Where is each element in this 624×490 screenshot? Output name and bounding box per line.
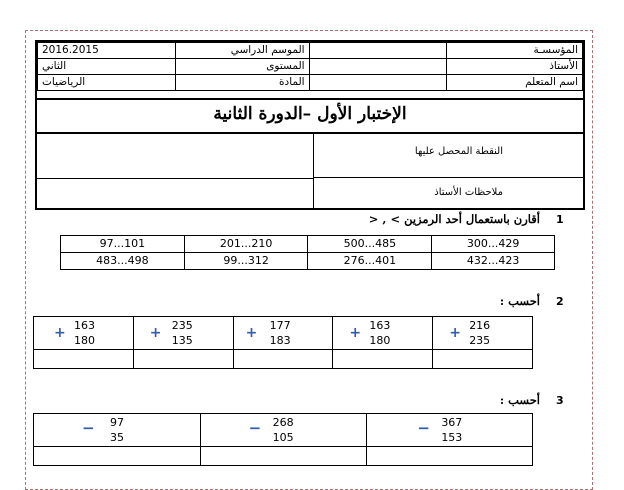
addition-cell <box>333 317 433 350</box>
notes-box[interactable] <box>37 179 314 208</box>
addition-cell <box>34 317 134 350</box>
subtraction-cell <box>367 414 533 447</box>
addition-cell <box>233 317 333 350</box>
school-year-label: الموسم الدراسي <box>175 43 309 59</box>
teacher-label: الأستاذ <box>447 59 583 75</box>
addition-cell <box>433 317 533 350</box>
operand: 135 <box>171 334 193 347</box>
answer-cell[interactable] <box>433 350 533 369</box>
answer-cell[interactable] <box>367 447 533 466</box>
minus-icon: − <box>417 419 430 437</box>
comparison-cell[interactable]: 276...401 <box>308 253 432 270</box>
subject-label: المادة <box>175 75 309 91</box>
answer-cell[interactable] <box>133 350 233 369</box>
table-row <box>34 317 533 350</box>
operand: 163 <box>74 319 95 332</box>
exercise1-title: أقارن باستعمال أحد الرمزين > , < <box>368 212 540 226</box>
exam-header <box>35 40 585 210</box>
level-label: المستوى <box>175 59 309 75</box>
comparison-table <box>60 235 555 270</box>
subtraction-table <box>33 413 533 466</box>
school-year-value: 2016.2015 <box>38 43 176 59</box>
grade-box[interactable] <box>37 132 314 179</box>
subtraction-cell <box>200 414 367 447</box>
operand: 35 <box>110 431 124 444</box>
addition-cell <box>133 317 233 350</box>
plus-icon: + <box>54 325 66 341</box>
table-row <box>34 414 533 447</box>
info-table <box>37 42 583 91</box>
notes-label: ملاحظات الأستاذ <box>434 187 503 198</box>
subject-value: الرياضيات <box>38 75 176 91</box>
table-row <box>61 253 555 270</box>
institution-label: المؤسسـة <box>447 43 583 59</box>
comparison-cell[interactable]: 500...485 <box>308 236 432 253</box>
exercise2-title: أحسب : <box>499 294 540 308</box>
plus-icon: + <box>349 325 362 341</box>
exam-title: الإختبار الأول –الدورة الثانية <box>37 98 583 134</box>
operand: 180 <box>369 334 391 347</box>
table-row <box>61 236 555 253</box>
info-row <box>38 75 583 91</box>
student-name-label: اسم المتعلم <box>447 75 583 91</box>
minus-icon: − <box>82 419 95 437</box>
info-row <box>38 43 583 59</box>
exercise3-title: أحسب : <box>499 393 540 407</box>
addition-table <box>33 316 533 369</box>
comparison-cell[interactable]: 201...210 <box>184 236 308 253</box>
operand: 183 <box>269 334 291 347</box>
exercise2-number: 2 <box>556 295 564 308</box>
plus-icon: + <box>245 325 258 341</box>
answer-cell[interactable] <box>34 447 201 466</box>
operand: 153 <box>441 431 463 444</box>
info-row <box>38 59 583 75</box>
plus-icon: + <box>149 325 162 341</box>
operand: 268 <box>272 416 294 429</box>
comparison-cell[interactable]: 300...429 <box>432 236 555 253</box>
teacher-value[interactable] <box>309 59 447 75</box>
grade-label: النقطة المحصل عليها <box>313 132 583 178</box>
operand: 235 <box>469 334 491 347</box>
comparison-cell[interactable]: 483...498 <box>61 253 185 270</box>
exercise1-number: 1 <box>556 213 564 226</box>
student-name-value[interactable] <box>309 75 447 91</box>
operand: 235 <box>171 319 193 332</box>
institution-value[interactable] <box>309 43 447 59</box>
level-value: الثاني <box>38 59 176 75</box>
operand: 367 <box>441 416 463 429</box>
operand: 105 <box>272 431 294 444</box>
comparison-cell[interactable]: 97...101 <box>61 236 185 253</box>
subtraction-cell <box>34 414 201 447</box>
operand: 177 <box>269 319 291 332</box>
answer-cell[interactable] <box>233 350 333 369</box>
operand: 180 <box>74 334 95 347</box>
answer-row <box>34 350 533 369</box>
answer-cell[interactable] <box>34 350 134 369</box>
answer-row <box>34 447 533 466</box>
answer-cell[interactable] <box>333 350 433 369</box>
exercise3-number: 3 <box>556 394 564 407</box>
answer-cell[interactable] <box>200 447 367 466</box>
operand: 163 <box>369 319 391 332</box>
operand: 216 <box>469 319 491 332</box>
plus-icon: + <box>449 325 461 341</box>
operand: 97 <box>110 416 124 429</box>
comparison-cell[interactable]: 99...312 <box>184 253 308 270</box>
comparison-cell[interactable]: 432...423 <box>432 253 555 270</box>
minus-icon: − <box>248 419 262 437</box>
